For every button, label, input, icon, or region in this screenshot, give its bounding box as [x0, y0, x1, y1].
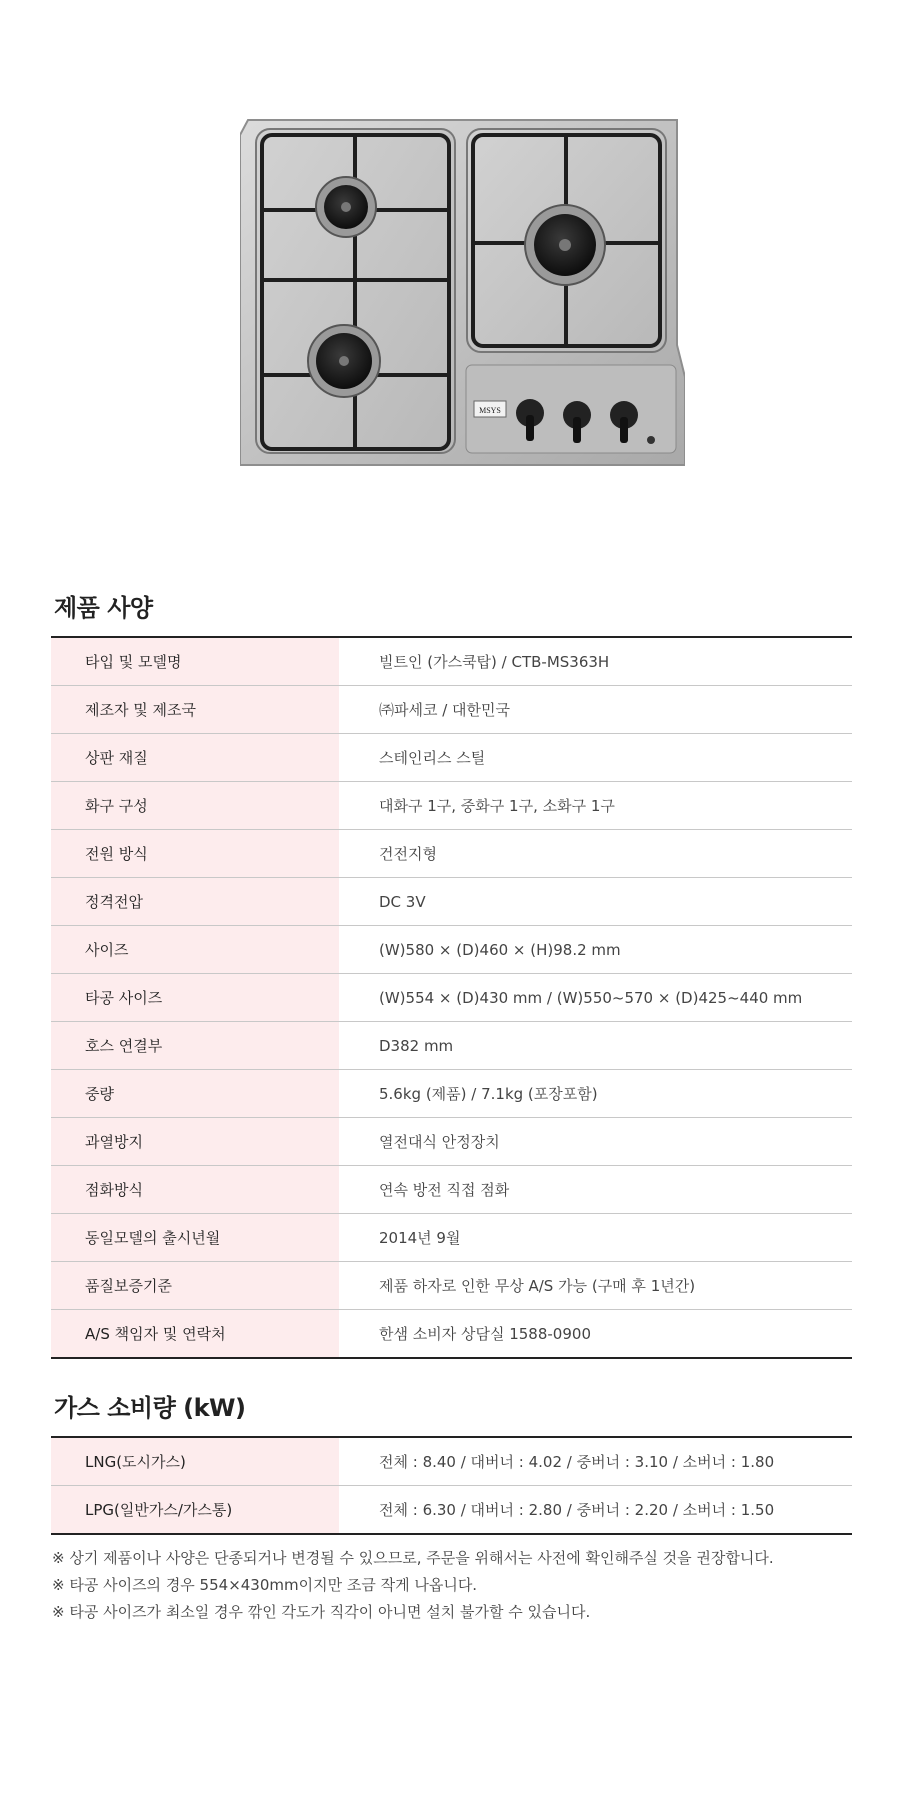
row-value: 빌트인 (가스쿡탑) / CTB-MS363H	[339, 637, 852, 686]
spec-row	[51, 734, 852, 782]
row-label: 타공 사이즈	[51, 974, 339, 1022]
row-value: 5.6kg (제품) / 7.1kg (포장포함)	[339, 1070, 852, 1118]
row-label: 타입 및 모델명	[51, 637, 339, 686]
row-label: 점화방식	[51, 1166, 339, 1214]
gas-table	[51, 1436, 852, 1535]
spec-row	[51, 1310, 852, 1359]
note-item: ※ 상기 제품이나 사양은 단종되거나 변경될 수 있으므로, 주문을 위해서는 사전에 확인해주실 것을 권장합니다.	[52, 1549, 774, 1567]
row-value: 연속 방전 직접 점화	[339, 1166, 852, 1214]
row-label: 과열방지	[51, 1118, 339, 1166]
row-label: LNG(도시가스)	[51, 1437, 339, 1486]
notes	[52, 1545, 774, 1626]
spec-row	[51, 1214, 852, 1262]
burner-large	[525, 205, 605, 285]
note-item: ※ 타공 사이즈가 최소일 경우 깎인 각도가 직각이 아니면 설치 불가할 수 있습니다.	[52, 1603, 591, 1621]
row-value: 제품 하자로 인한 무상 A/S 가능 (구매 후 1년간)	[339, 1262, 852, 1310]
spec-row	[51, 1118, 852, 1166]
row-value: 2014년 9월	[339, 1214, 852, 1262]
row-label: 동일모델의 출시년월	[51, 1214, 339, 1262]
spec-table	[51, 636, 852, 1359]
spec-row	[51, 686, 852, 734]
row-label: 품질보증기준	[51, 1262, 339, 1310]
row-label: 중량	[51, 1070, 339, 1118]
row-value: 전체 : 8.40 / 대버너 : 4.02 / 중버너 : 3.10 / 소버너 : 1.80	[339, 1437, 852, 1486]
row-value: 한샘 소비자 상담실 1588-0900	[379, 1325, 591, 1343]
row-label: 사이즈	[51, 926, 339, 974]
row-label: 호스 연결부	[51, 1022, 339, 1070]
row-label: 제조자 및 제조국	[51, 686, 339, 734]
row-value: 열전대식 안정장치	[339, 1118, 852, 1166]
gas-row	[51, 1486, 852, 1535]
row-label: 화구 구성	[51, 782, 339, 830]
row-label: 전원 방식	[51, 830, 339, 878]
burner-small	[316, 177, 376, 237]
gas-row	[51, 1437, 852, 1486]
spec-row	[51, 974, 852, 1022]
brand-badge: MSYS	[479, 406, 501, 415]
row-label: LPG(일반가스/가스통)	[51, 1486, 339, 1535]
gas-section-title: 가스 소비량 (kW)	[54, 1394, 246, 1422]
spec-row	[51, 637, 852, 686]
row-value: D382 mm	[339, 1022, 852, 1070]
row-value: 전체 : 6.30 / 대버너 : 2.80 / 중버너 : 2.20 / 소버너 : 1.50	[379, 1501, 775, 1519]
spec-row	[51, 1166, 852, 1214]
row-label: 정격전압	[51, 878, 339, 926]
spec-row	[51, 1070, 852, 1118]
row-value: (W)554 × (D)430 mm / (W)550~570 × (D)425~440 mm	[339, 974, 852, 1022]
row-value: ㈜파세코 / 대한민국	[339, 686, 852, 734]
product-image	[240, 115, 685, 470]
row-value: 스테인리스 스틸	[339, 734, 852, 782]
spec-row	[51, 1022, 852, 1070]
row-label: 상판 재질	[51, 734, 339, 782]
spec-section-title: 제품 사양	[54, 594, 153, 622]
row-value: DC 3V	[339, 878, 852, 926]
row-value: (W)580 × (D)460 × (H)98.2 mm	[339, 926, 852, 974]
spec-row	[51, 926, 852, 974]
ignition-indicator	[647, 436, 655, 444]
spec-row	[51, 878, 852, 926]
spec-row	[51, 1262, 852, 1310]
row-label: A/S 책임자 및 연락처	[51, 1310, 339, 1359]
burner-medium	[308, 325, 380, 397]
row-value: 대화구 1구, 중화구 1구, 소화구 1구	[339, 782, 852, 830]
spec-row	[51, 830, 852, 878]
spec-row	[51, 782, 852, 830]
note-item: ※ 타공 사이즈의 경우 554×430mm이지만 조금 작게 나옵니다.	[52, 1576, 478, 1594]
row-value: 건전지형	[339, 830, 852, 878]
